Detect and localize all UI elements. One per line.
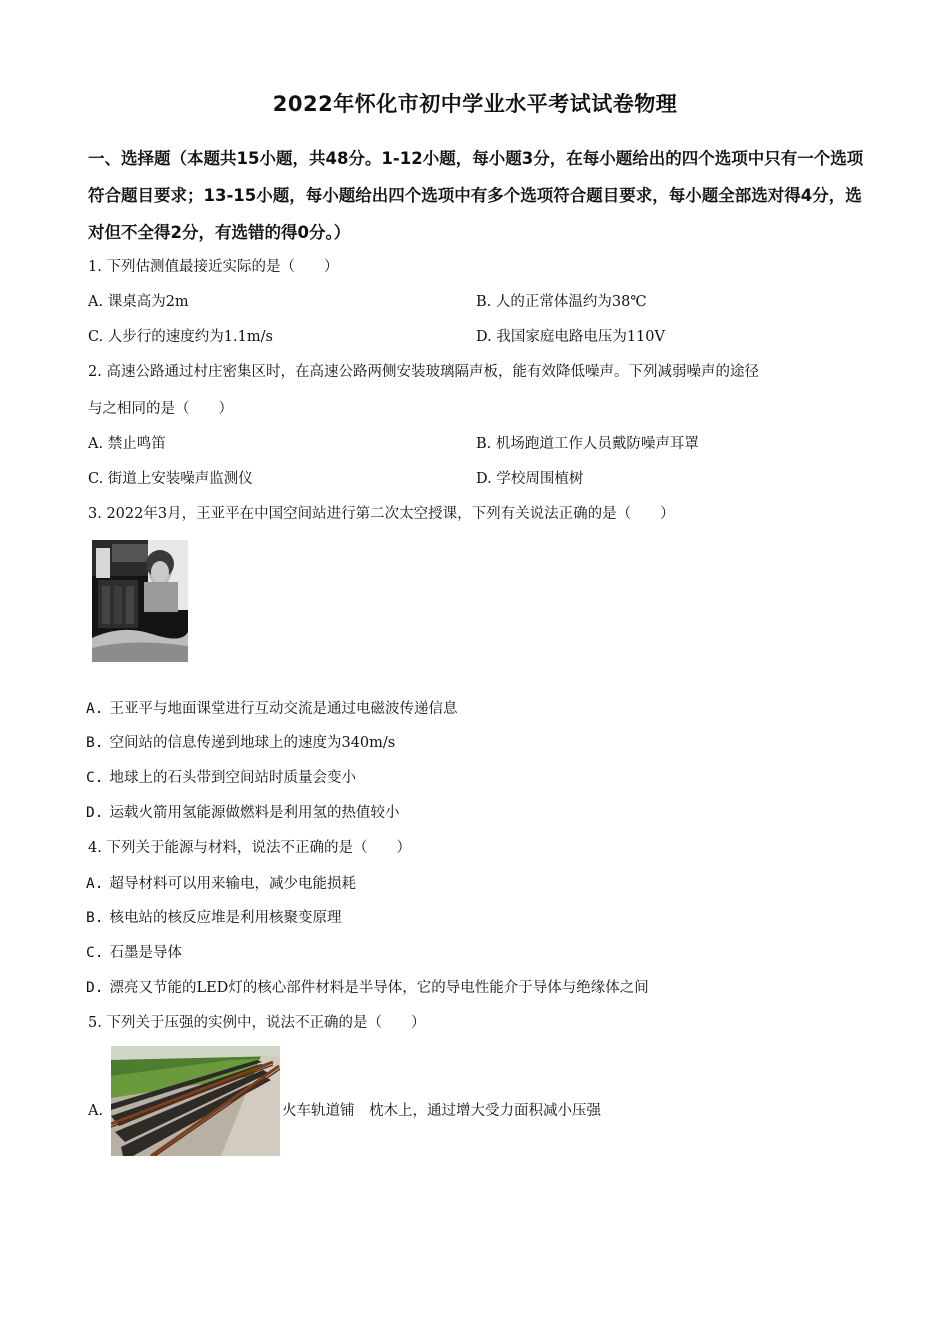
q2-option-d: D. 学校周围植树 [476, 471, 584, 487]
q3-option-d-letter: D. [86, 805, 104, 821]
q1-option-a: A. 课桌高为2m [88, 294, 189, 310]
q3-option-a-letter: A. [86, 701, 104, 717]
q3-option-d [86, 803, 399, 823]
q4-option-c-text: 石墨是导体 [109, 945, 182, 961]
q4-option-a-letter: A. [86, 876, 104, 892]
q3-stem: 3. 2022年3月，王亚平在中国空间站进行第二次太空授课，下列有关说法正确的是（ ） [88, 506, 675, 522]
q2-option-b: B. 机场跑道工作人员戴防噪声耳罩 [476, 436, 699, 452]
q5-option-a-text: 火车轨道铺 枕木上，通过增大受力面积减小压强 [282, 1103, 601, 1119]
q4-option-d-text: 漂亮又节能的LED灯的核心部件材料是半导体，它的导电性能介于导体与绝缘体之间 [109, 980, 649, 996]
q4-option-a-text: 超导材料可以用来输电，减少电能损耗 [109, 876, 356, 892]
q1-stem: 1. 下列估测值最接近实际的是（ ） [88, 259, 339, 275]
q1-option-d: D. 我国家庭电路电压为110V [476, 329, 665, 345]
q1-option-c: C. 人步行的速度约为1.1m/s [88, 329, 273, 345]
q2-stem-line1: 2. 高速公路通过村庄密集区时，在高速公路两侧安装玻璃隔声板，能有效降低噪声。下列减弱噪声的途径 [88, 364, 759, 380]
q4-stem: 4. 下列关于能源与材料，说法不正确的是（ ） [88, 840, 411, 856]
q4-option-b-text: 核电站的核反应堆是利用核聚变原理 [109, 910, 342, 926]
q2-stem-line2: 与之相同的是（ ） [88, 401, 233, 417]
astronaut-photo [92, 540, 188, 662]
q3-option-a [86, 699, 457, 719]
q5-option-a-letter: A. [88, 1103, 104, 1119]
q4-option-c-letter: C. [86, 945, 104, 961]
q4-option-b-letter: B. [86, 910, 104, 926]
q3-option-c-letter: C. [86, 770, 104, 786]
q3-option-b-letter: B. [86, 735, 104, 751]
q4-option-d-letter: D. [86, 980, 104, 996]
q3-option-a-text: 王亚平与地面课堂进行互动交流是通过电磁波传递信息 [109, 701, 458, 717]
section-heading: 一、选择题（本题共15小题，共48分。1-12小题，每小题3分，在每小题给出的四个选项中只有一个选项符合题目要求；13-15小题，每小题给出四个选项中有多个选项符合题目要求，每小题全部选对得4分，选对但不全得2分，有选错的得0分。） [88, 149, 864, 242]
railway-track-photo [111, 1046, 280, 1156]
q2-option-c: C. 街道上安装噪声监测仪 [88, 471, 253, 487]
q3-option-c [86, 768, 356, 788]
q4-option-a [86, 874, 356, 894]
q1-option-b: B. 人的正常体温约为38℃ [476, 294, 647, 310]
q3-option-b-text: 空间站的信息传递到地球上的速度为340m/s [109, 735, 396, 751]
page-title: 2022年怀化市初中学业水平考试试卷物理 [272, 92, 678, 116]
q2-option-a: A. 禁止鸣笛 [88, 436, 166, 452]
q4-option-d [86, 978, 649, 998]
q4-option-b [86, 908, 341, 928]
q3-option-c-text: 地球上的石头带到空间站时质量会变小 [109, 770, 356, 786]
q3-option-d-text: 运载火箭用氢能源做燃料是利用氢的热值较小 [109, 805, 400, 821]
q5-stem: 5. 下列关于压强的实例中，说法不正确的是（ ） [88, 1015, 426, 1031]
q4-option-c [86, 943, 182, 963]
q3-option-b [86, 733, 395, 753]
